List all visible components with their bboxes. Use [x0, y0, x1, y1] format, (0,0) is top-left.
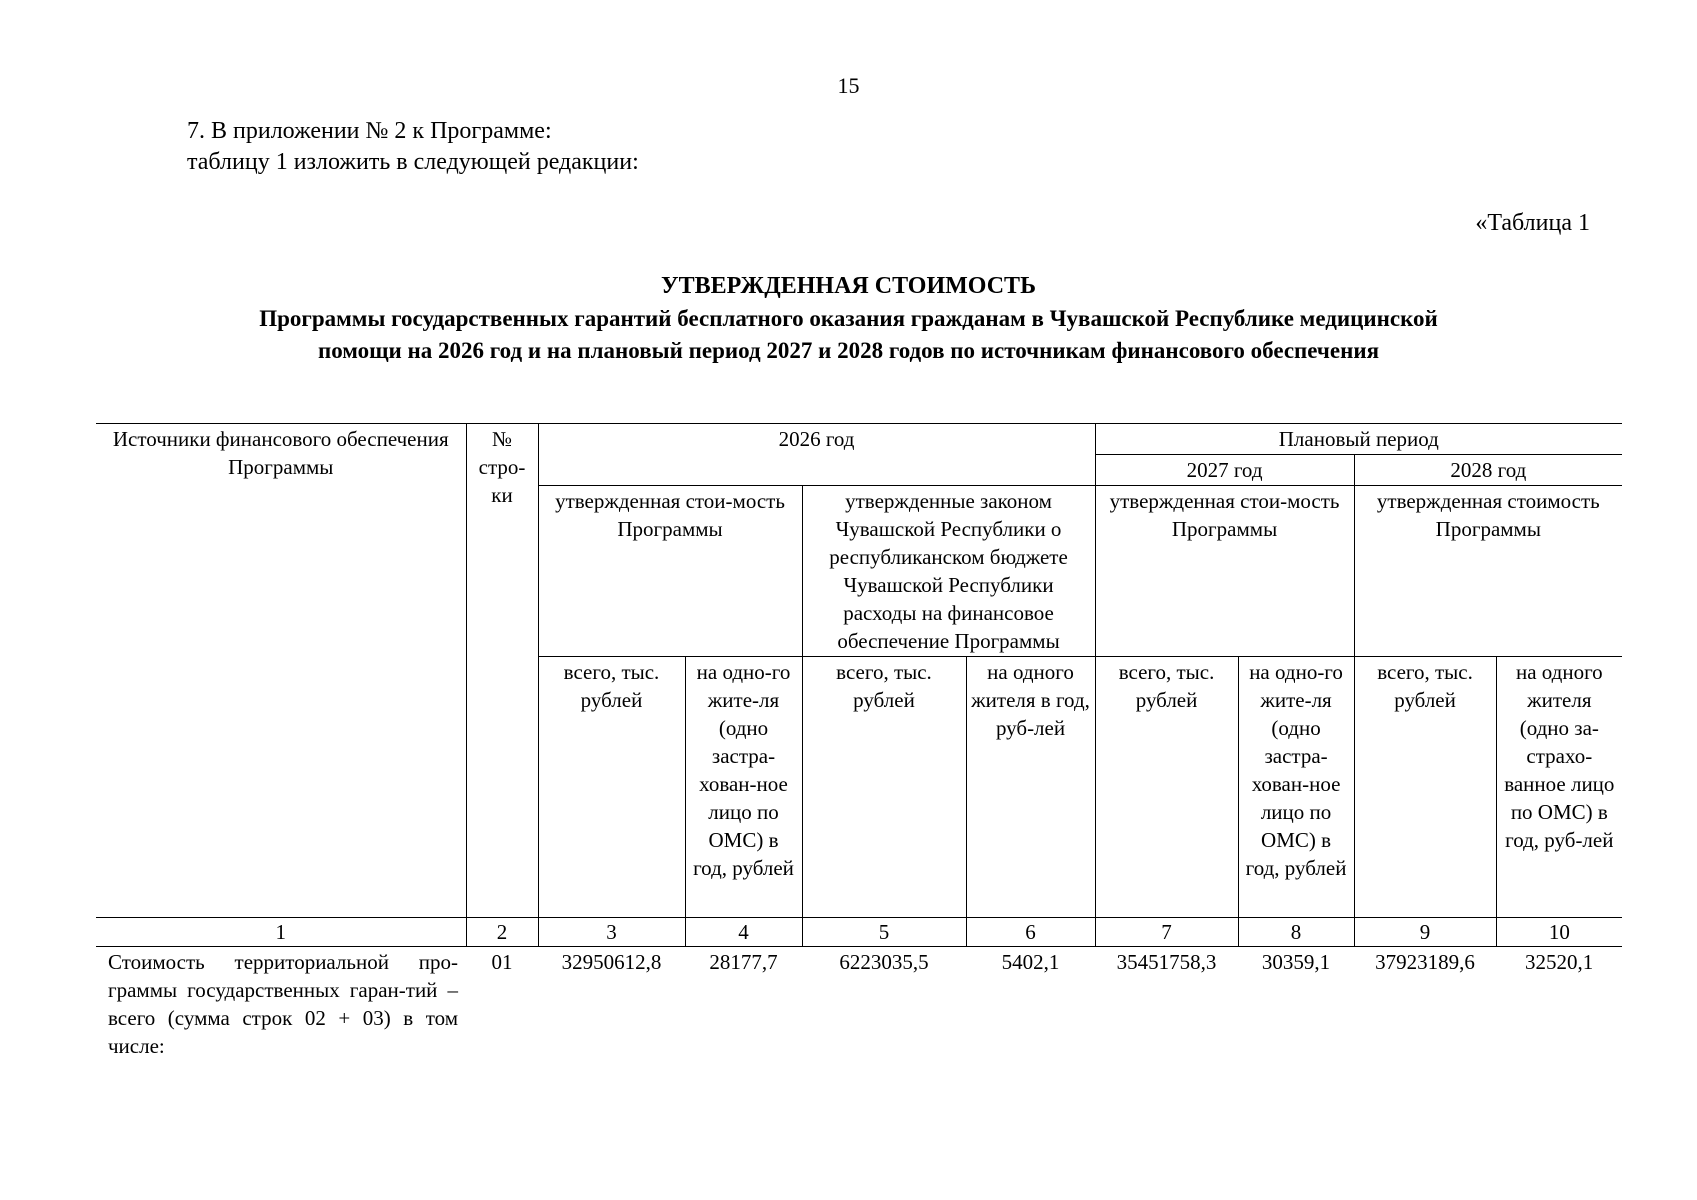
- value-law-per-capita-2026: 5402,1: [1001, 950, 1060, 974]
- header-col-6: на одного жителя в год, руб-лей: [966, 657, 1095, 918]
- header-col-9: всего, тыс. рублей: [1354, 657, 1496, 918]
- header-2027: 2027 год: [1095, 455, 1354, 486]
- header-col-5: всего, тыс. рублей: [802, 657, 966, 918]
- column-number: 6: [966, 918, 1095, 947]
- header-2026: 2026 год: [538, 424, 1095, 455]
- document-subtitle: [150, 303, 1547, 367]
- column-number: 3: [538, 918, 685, 947]
- column-number: 10: [1496, 918, 1622, 947]
- header-col-10: на одного жителя (одно за-страхо-ванное лицо по ОМС) в год, руб-лей: [1496, 657, 1622, 918]
- header-sources: Источники финансового обеспечения Программы: [96, 424, 466, 918]
- intro-text: [187, 116, 639, 178]
- value-total-2026: 32950612,8: [561, 950, 662, 974]
- row-source-label: Стоимость территориальной про-граммы государственных гаран-тий – всего (сумма строк 02 + 03) в том числе:: [108, 950, 458, 1058]
- table-row: [96, 947, 1622, 1062]
- value-per-capita-2026: 28177,7: [709, 950, 778, 974]
- intro-line-1: 7. В приложении № 2 к Программе:: [187, 118, 552, 144]
- column-number: 8: [1238, 918, 1354, 947]
- row-number: 01: [491, 950, 513, 974]
- value-total-2027: 35451758,3: [1116, 950, 1217, 974]
- value-law-total-2026: 6223035,5: [839, 950, 929, 974]
- column-number: 2: [466, 918, 538, 947]
- value-per-capita-2027: 30359,1: [1261, 950, 1331, 974]
- intro-line-2: таблицу 1 изложить в следующей редакции:: [187, 149, 639, 175]
- document-title: УТВЕРЖДЕННАЯ СТОИМОСТЬ: [661, 273, 1036, 299]
- header-2028: 2028 год: [1354, 455, 1622, 486]
- header-col-8: на одно-го жите-ля (одно застра-хован-ное лицо по ОМС) в год, рублей: [1238, 657, 1354, 918]
- table-reference: «Таблица 1: [1475, 210, 1590, 236]
- column-number: 5: [802, 918, 966, 947]
- subtitle-line-2: помощи на 2026 год и на плановый период 2027 и 2028 годов по источникам финансового обеспечения: [317, 338, 1380, 363]
- column-numbers-row: [96, 918, 1622, 947]
- column-number: 4: [685, 918, 802, 947]
- header-approved-law-2026: утвержденные законом Чувашской Республики о республиканском бюджете Чувашской Республики расходы на финансовое обеспечение Программы: [802, 486, 1095, 657]
- column-number: 9: [1354, 918, 1496, 947]
- column-number: 7: [1095, 918, 1238, 947]
- header-row-number: № стро-ки: [466, 424, 538, 918]
- value-total-2028: 37923189,6: [1375, 950, 1475, 974]
- header-planned-period: Плановый период: [1095, 424, 1622, 455]
- value-per-capita-2028: 32520,1: [1524, 950, 1594, 974]
- header-col-7: всего, тыс. рублей: [1095, 657, 1238, 918]
- subtitle-line-1: Программы государственных гарантий бесплатного оказания гражданам в Чувашской Республике медицинской: [259, 306, 1438, 331]
- column-number: 1: [96, 918, 466, 947]
- header-col-3: всего, тыс. рублей: [538, 657, 685, 918]
- header-approved-cost-2028: утвержденная стоимость Программы: [1354, 486, 1622, 657]
- header-col-4: на одно-го жите-ля (одно застра-хован-ное лицо по ОМС) в год, рублей: [685, 657, 802, 918]
- header-approved-cost-2026: утвержденная стои-мость Программы: [538, 486, 802, 657]
- cost-table: [96, 423, 1622, 1061]
- page-number: 15: [837, 73, 860, 98]
- header-approved-cost-2027: утвержденная стои-мость Программы: [1095, 486, 1354, 657]
- header-row-1: [96, 424, 1622, 455]
